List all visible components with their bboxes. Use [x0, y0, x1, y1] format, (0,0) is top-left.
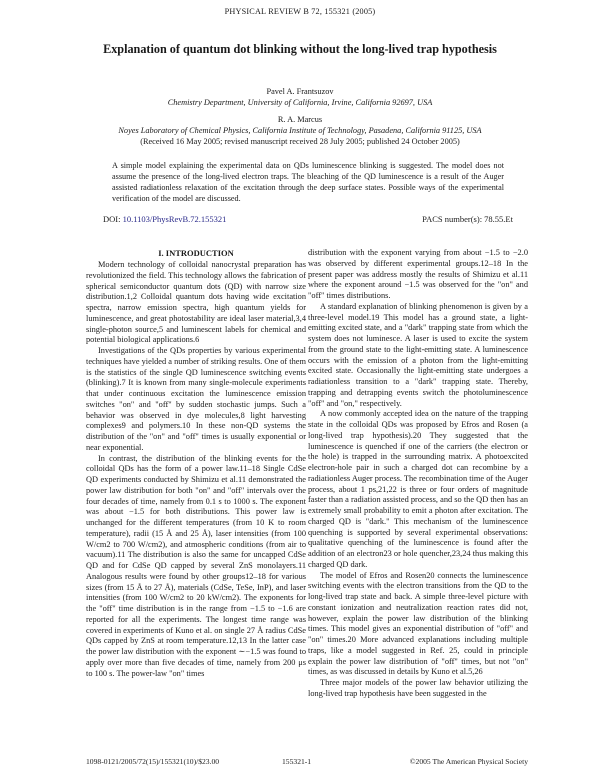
paper-title: Explanation of quantum dot blinking without the long-lived trap hypothesis: [103, 42, 497, 56]
paragraph: distribution with the exponent varying from about −1.5 to −2.0 was observed by different experimental groups.12–18 In the present paper was address mostly the results of Shimizu et al.11 where the exponent around −1.5 was observed for the "on" and "off" times distributions.: [308, 248, 528, 300]
author-2-name: R. A. Marcus: [277, 115, 323, 124]
doi-label: DOI:: [103, 214, 123, 224]
doi-link[interactable]: 10.1103/PhysRevB.72.155321: [122, 214, 227, 224]
footer-issn: 1098-0121/2005/72(15)/155321(10)/$23.00: [86, 757, 220, 766]
footer-page-number: 155321-1: [282, 757, 312, 766]
section-title: I. INTRODUCTION: [158, 248, 234, 258]
right-column: [308, 248, 528, 700]
abstract: A simple model explaining the experimental data on QDs luminescence blinking is suggested. The model does not assume the presence of the long-lived electron traps. The bleaching of the QD luminescence is a result of the Auger assisted radiationless relaxation of the excitation through the deep surface states. Possible ways of the experimental verification of the model are discussed.: [112, 161, 504, 203]
paragraph: Investigations of the QDs properties by various experimental techniques have yielded a number of striking results. One of them is the statistics of the single QD luminescence switching events (blinking).7 It is known from many single-molecule experiments that under continuous excitation the luminescence emission switches "on" and "off" by sudden stochastic jumps. Such a behavior was observed in dye molecules,8 light harvesting complexes9 and polymers.10 In these non-QD systems the distribution of the "on" and "off" times is usually exponential or near exponential.: [86, 346, 306, 452]
paragraph: A standard explanation of blinking phenomenon is given by a three-level model.19 This model has a ground state, a light-emitting excited state, and a "dark" trapping state from which the system does not luminesce. A laser is used to excite the system from the ground state to the light-emitting state. A luminescence occurs with the emission of a photon from the light-emitting excited state. Occasionally the light-emitting state undergoes a radiationless transition to a "dark" trapping state. Thereby, trapping and detrapping events switch the photoluminescence "off" and "on," respectively.: [308, 301, 528, 408]
author-1-affiliation: Chemistry Department, University of California, Irvine, California 92697, USA: [167, 98, 433, 107]
footer-copyright: ©2005 The American Physical Society: [409, 757, 528, 766]
doi-line: [103, 214, 513, 224]
paragraph: The model of Efros and Rosen20 connects the luminescence switching events with the electron transitions from the QD to the long-lived trap state and back. A simple three-level picture with constant ionization and neutralization reaction rates did not, however, explain the power law distribution of the blinking times. This model gives an exponential distribution of "off" and "on" times.20 More advanced explanations including multiple traps, like a model suggested in Ref. 25, could in principle explain the power law distribution of "off" times, but not "on" times, as was discussed in details by Kuno et al.5,26: [308, 570, 528, 677]
paragraph: Modern technology of colloidal nanocrystal preparation has revolutionized the field. This technology allows the fabrication of spherical semiconductor quantum dots (QD) with narrow size distribution.1,2 Colloidal quantum dots having wide excitation spectra, narrow emission spectra, high quantum yields for luminescence, and great photostability are ideal laser material,3,4 single-photon source,5 and luminescent labels for chemical and potential biological applications.6: [86, 260, 306, 345]
paragraph: In contrast, the distribution of the blinking events for the colloidal QDs has the form of a power law.11–18 Single CdSe QD experiments conducted by Shimizu et al.11 demonstrated the power law distribution for both "on" and "off" intervals over the four decades of time, namely from 0.1 s to 1000 s. The exponent was about −1.5 for both distributions. This power law is unchanged for the different temperatures (from 10 K to room temperature), radii (15 Å and 25 Å), laser intensities (from 100 W/cm2 to 700 W/cm2), and atmospheric conditions (from air to vacuum).11 The distribution is also the same for uncapped CdSe QD and for CdSe QD capped by several ZnS monolayers.11 Analogous results were found by other groups12–18 for various sizes (from 15 Å to 27 Å), materials (CdSe, TeSe, InP), and laser intensities (from 100 W/cm2 to 20 kW/cm2). The exponents for the "off" time distribution is in the range from −1.5 to −1.6 are reported for all the experiments. The longest time range was covered in experiments of Kuno et al. on single 27 Å radius CdSe QDs capped by ZnS at room temperature.12,13 In the latter case the power law distribution with the exponent ∼−1.5 was found to apply over more than five decades of time, namely from 200 μs to 100 s. The power-law "on" times: [86, 453, 306, 678]
paragraph: A now commonly accepted idea on the nature of the trapping state in the colloidal QDs was proposed by Efros and Rosen (a long-lived trap hypothesis).20 They suggested that the luminescence is quenched if one of the carriers (the electron or the hole) is trapped in the surrounding matrix. A photoexcited electron-hole pair in such a charged dot can recombine by a radiationless Auger process. The recombination time of the Auger process, about 1 ps,21,22 is three or four orders of magnitude faster than a radiation assisted process, and so the QD then has an extremely small probability to emit a photon after excitation. The charged QD is "dark." This mechanism of the luminescence quenching is supported by several experimental observations: qualitative quenching of the luminescence is found after the addition of an electron23 or hole quencher,23,24 thus making this charged QD dark.: [308, 409, 528, 569]
author-1-name: Pavel A. Frantsuzov: [266, 87, 334, 96]
paragraph: Three major models of the power law behavior utilizing the long-lived trap hypothesis have been suggested in the: [308, 678, 528, 698]
left-column: [86, 248, 306, 679]
received-dates: (Received 16 May 2005; revised manuscript received 28 July 2005; published 24 October 2005): [140, 137, 460, 146]
pacs-numbers: PACS number(s): 78.55.Et: [422, 214, 513, 224]
author-2-affiliation: Noyes Laboratory of Chemical Physics, California Institute of Technology, Pasadena, California 91125, USA: [118, 126, 482, 135]
journal-header: PHYSICAL REVIEW B 72, 155321 (2005): [224, 7, 376, 16]
